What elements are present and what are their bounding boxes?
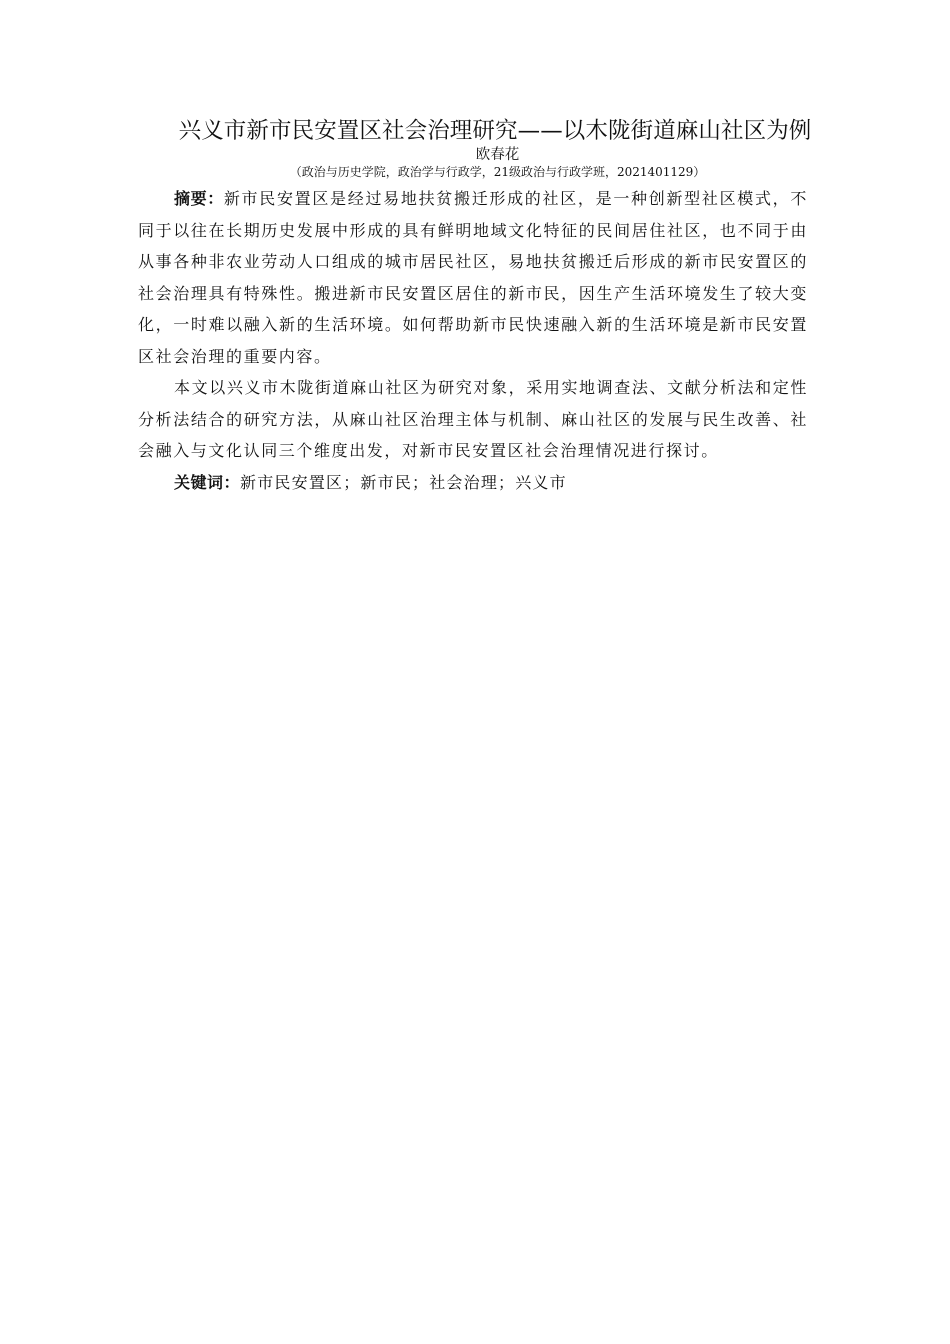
abstract-paragraph-2 <box>138 372 808 467</box>
keywords-line <box>138 467 808 499</box>
abstract-label: 摘要： <box>174 189 224 208</box>
abstract-section <box>138 183 808 498</box>
abstract-paragraph-1 <box>138 183 808 372</box>
paper-title: 兴义市新市民安置区社会治理研究——以木陇街道麻山社区为例 <box>178 118 812 144</box>
author-affiliation: （政治与历史学院，政治学与行政学，21级政治与行政学班，2021401129） <box>289 165 706 179</box>
abstract-text-2: 本文以兴义市木陇街道麻山社区为研究对象，采用实地调查法、文献分析法和定性分析法结合的研究方法，从麻山社区治理主体与机制、麻山社区的发展与民生改善、社会融入与文化认同三个维度出发，对新市民安置区社会治理情况进行探讨。 <box>138 378 808 460</box>
abstract-text-1: 新市民安置区是经过易地扶贫搬迁形成的社区，是一种创新型社区模式，不同于以往在长期历史发展中形成的具有鲜明地域文化特征的民间居住社区，也不同于由从事各种非农业劳动人口组成的城市居民社区，易地扶贫搬迁后形成的新市民安置区的社会治理具有特殊性。搬进新市民安置区居住的新市民，因生产生活环境发生了较大变化，一时难以融入新的生活环境。如何帮助新市民快速融入新的生活环境是新市民安置区社会治理的重要内容。 <box>138 189 808 366</box>
keywords-label: 关键词： <box>174 472 241 492</box>
author-name: 欧春花 <box>475 147 520 163</box>
keywords-text: 新市民安置区；新市民；社会治理；兴义市 <box>240 472 567 492</box>
